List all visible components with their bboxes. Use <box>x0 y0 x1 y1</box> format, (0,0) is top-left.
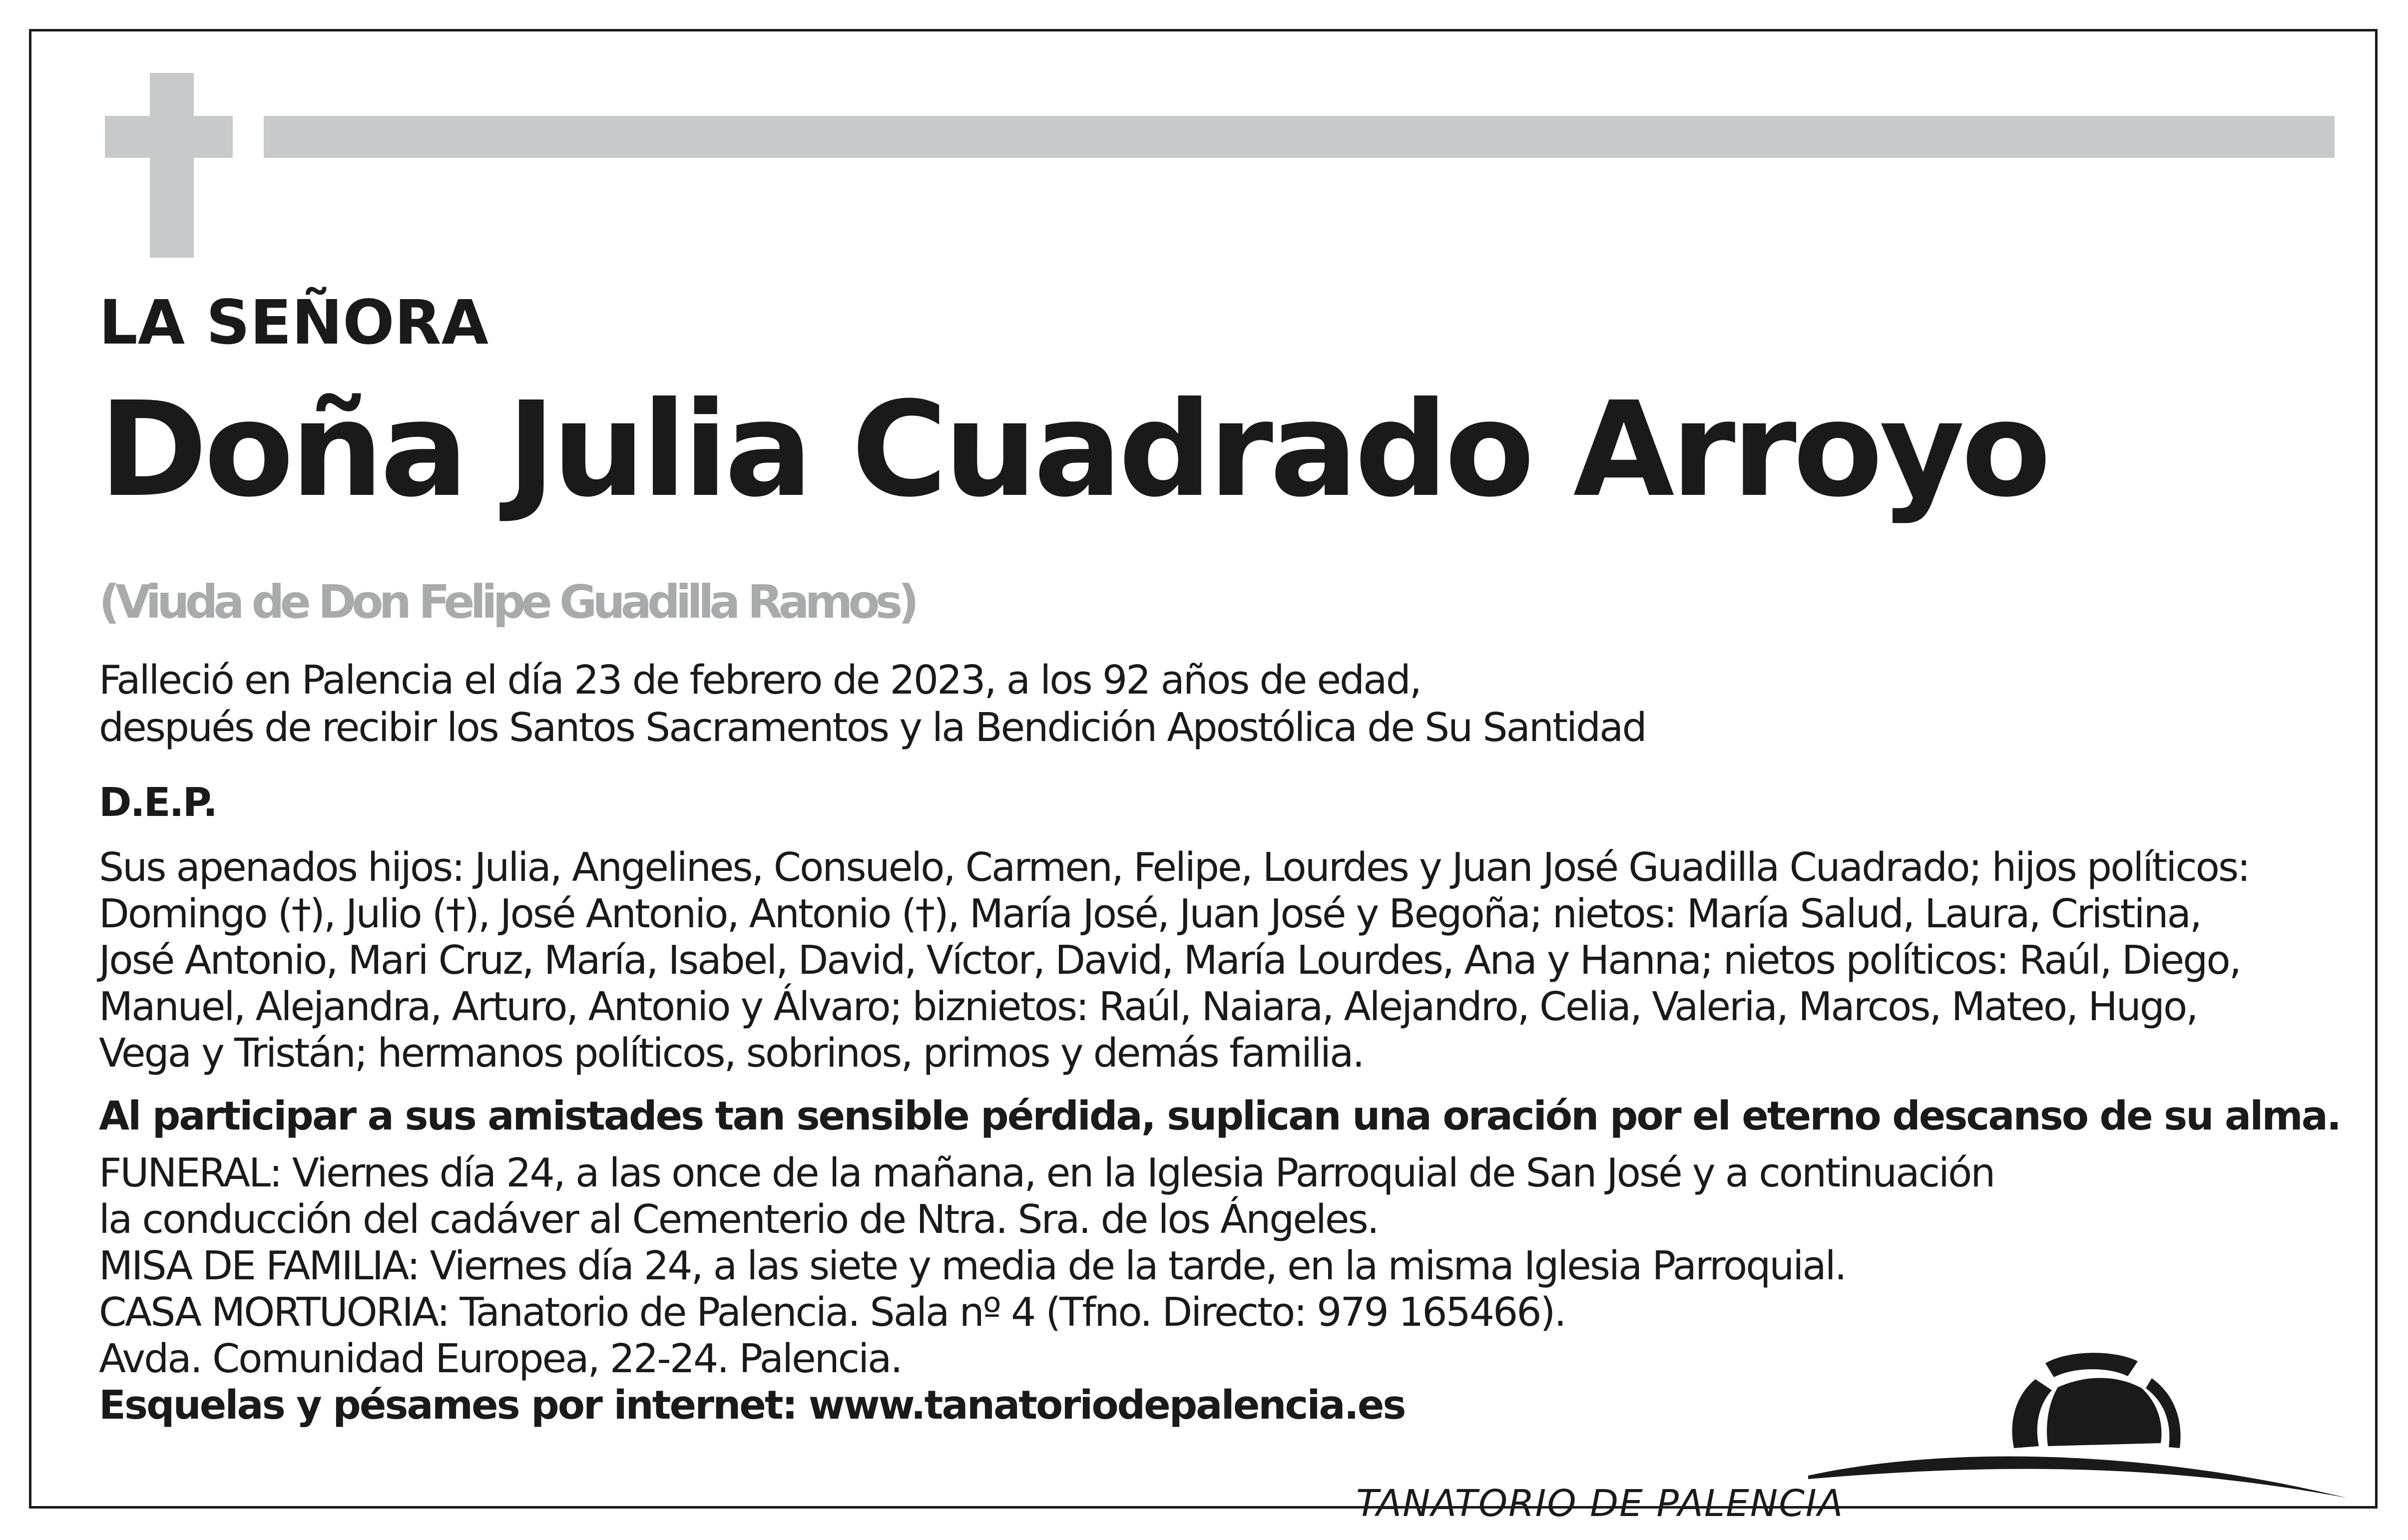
service-line: CASA MORTUORIA: Tanatorio de Palencia. Sala nº 4 (Tfno. Directo: 979 165466). <box>99 1289 1565 1335</box>
internet-line: Esquelas y pésames por internet: www.tanatoriodepalencia.es <box>99 1382 1405 1428</box>
family-line: Vega y Tristán; hermanos políticos, sobrinos, primos y demás familia. <box>99 1030 1364 1076</box>
death-line: Falleció en Palencia el día 23 de febrero de 2023, a los 92 años de edad, <box>99 657 1421 703</box>
tanatorio-dome-logo-icon <box>1808 1348 2368 1503</box>
logo-dome-segment <box>2045 1353 2138 1377</box>
tanatorio-logo-text: TANATORIO DE PALENCIA <box>1356 1482 1844 1525</box>
rip-label: D.E.P. <box>99 779 216 825</box>
service-line: FUNERAL: Viernes día 24, a las once de la mañana, en la Iglesia Parroquial de San José y a continuación <box>99 1150 1994 1196</box>
logo-dome-segment <box>2012 1379 2052 1448</box>
service-line: Avda. Comunidad Europea, 22-24. Palencia. <box>99 1336 902 1382</box>
family-line: Domingo (†), Julio (†), José Antonio, Antonio (†), María José, Juan José y Begoña; nietos: María Salud, Laura, Cristina, <box>99 891 2201 937</box>
widow-of: (Viuda de Don Felipe Guadilla Ramos) <box>99 575 915 629</box>
honorific: LA SEÑORA <box>99 287 489 358</box>
deceased-name: Doña Julia Cuadrado Arroyo <box>99 374 2048 526</box>
cross-icon-horizontal <box>105 116 233 158</box>
service-line: la conducción del cadáver al Cementerio de Ntra. Sra. de los Ángeles. <box>99 1196 1378 1242</box>
cross-icon-vertical <box>150 73 194 258</box>
header-bar <box>264 116 2335 158</box>
logo-dome-segment <box>2047 1378 2161 1446</box>
family-line: José Antonio, Mari Cruz, María, Isabel, David, Víctor, David, María Lourdes, Ana y Hanna; nietos políticos: Raúl, Diego, <box>99 937 2240 983</box>
logo-ground-swoosh <box>1808 1457 2348 1498</box>
service-line: MISA DE FAMILIA: Viernes día 24, a las siete y media de la tarde, en la misma Iglesia Parroquial. <box>99 1243 1846 1289</box>
family-line: Sus apenados hijos: Julia, Angelines, Consuelo, Carmen, Felipe, Lourdes y Juan José Guadilla Cuadrado; hijos políticos: <box>99 844 2249 890</box>
death-line: después de recibir los Santos Sacramentos y la Bendición Apostólica de Su Santidad <box>99 705 1646 751</box>
family-line: Manuel, Alejandra, Arturo, Antonio y Álvaro; biznietos: Raúl, Naiara, Alejandro, Celia, Valeria, Marcos, Mateo, Hugo, <box>99 984 2197 1030</box>
prayer-request: Al participar a sus amistades tan sensible pérdida, suplican una oración por el eterno descanso de su alma. <box>99 1093 2340 1139</box>
